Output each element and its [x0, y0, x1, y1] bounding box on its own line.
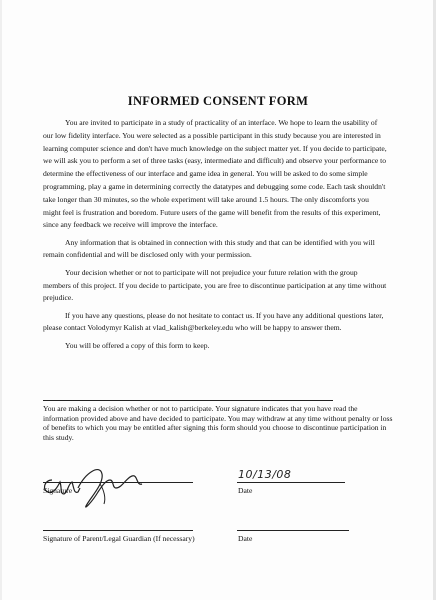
separator-line	[43, 400, 333, 401]
guardian-date-line	[237, 530, 349, 531]
guardian-signature-label: Signature of Parent/Legal Guardian (If necessary)	[43, 534, 195, 543]
signature-label: Signature	[43, 486, 73, 495]
paragraph-confidentiality: Any information that is obtained in connection with this study and that can be identified with you will remain confidential and will be disclosed only with your permission.	[43, 237, 375, 260]
signed-date: 10/13/08	[238, 468, 292, 481]
signature-line	[43, 482, 193, 483]
paragraph-copy: You will be offered a copy of this form to keep.	[65, 340, 210, 350]
paragraph-voluntary: Your decision whether or not to participate will not prejudice your future relation with the group members of this project. If you decide to participate, you are free to discontinue participation at any time without prejudice.	[43, 267, 387, 303]
guardian-date-label: Date	[238, 534, 253, 543]
consent-statement-text: You are making a decision whether or not to participate. Your signature indicates that you have read the information provided above and have decided to participate. You may withdraw at any time without penalty or loss of benefits to which you may be entitled after signing this form should you choose to discontinue participation in this study.	[43, 404, 393, 442]
paragraph-contact: If you have any questions, please do not hesitate to contact us. If you have any additional questions later, please contact Volodymyr Kalish at vlad_kalish@berkeley.edu who will be happy to answer them.	[43, 310, 384, 333]
date-line	[237, 482, 345, 483]
paragraph-study-description: You are invited to participate in a study of practicality of an interface. We hope to learn the usability of our low fidelity interface. You were selected as a possible participant in this study because you are interested in learning computer science and don't have much knowledge on the subject matter yet. If you decide to participate, we will ask you to perform a set of three tasks (easy, intermediate and difficult) and observe your performance to determine the effectiveness of our interface and game idea in general. You will be asked to do some simple programming, play a game in determining correctly the datatypes and debugging some code. Each task shouldn't take longer than 30 minutes, so the whole experiment will take around 1.5 hours. The only discomforts you might feel is frustration and boredom. Future users of the game will benefit from the results of this experiment, since any feedback we receive will improve the interface.	[43, 118, 387, 230]
consent-statement	[43, 404, 393, 442]
consent-body	[43, 117, 387, 357]
document-title: INFORMED CONSENT FORM	[127, 94, 309, 108]
scan-edge-left	[0, 0, 2, 600]
date-label: Date	[238, 486, 253, 495]
participant-signature	[40, 458, 150, 510]
guardian-signature-line	[43, 530, 193, 531]
